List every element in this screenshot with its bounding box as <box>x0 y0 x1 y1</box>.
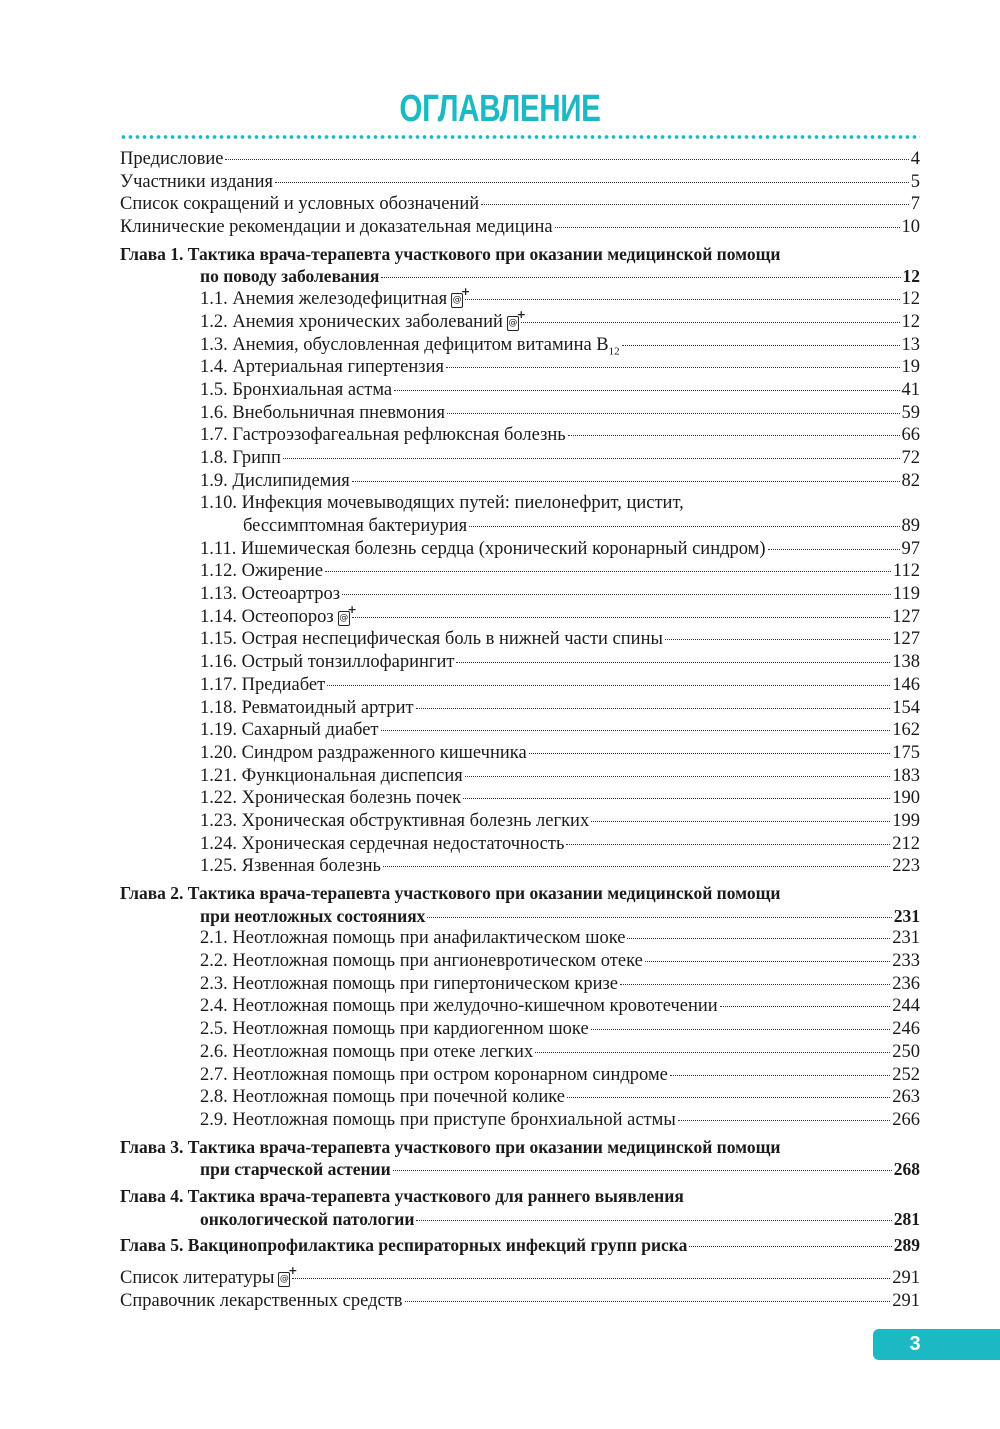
toc-entry-clinical-guidelines[interactable] <box>120 216 920 239</box>
toc-entry-label: 2.2. Неотложная помощь при ангионевротическом отеке <box>200 951 643 972</box>
toc-page-number: 4 <box>910 149 920 169</box>
dot-leader <box>325 571 891 572</box>
dot-leader <box>678 1120 890 1121</box>
toc-page-number: 7 <box>910 194 920 215</box>
toc-page-number: 97 <box>901 538 920 559</box>
toc-entry-label: Участники издания <box>120 171 274 192</box>
toc-page-number: 266 <box>892 1109 920 1130</box>
toc-entry-abbreviations[interactable] <box>120 193 920 216</box>
toc-entry[interactable] <box>120 950 920 973</box>
dot-leader <box>555 227 900 228</box>
toc-entry-label: 1.4. Артериальная гипертензия <box>200 357 444 378</box>
toc-entry-label: 2.4. Неотложная помощь при желудочно-кишечном кровотечении <box>200 996 718 1017</box>
toc-entry-label: 1.9. Дислипидемия <box>200 470 350 491</box>
toc-entry[interactable] <box>120 742 920 765</box>
toc-page-number: 190 <box>892 788 920 809</box>
dot-leader <box>768 549 900 550</box>
toc-entry-label: 1.3. Анемия, обусловленная дефицитом витамина $B_{12}$ <box>200 334 620 358</box>
toc-entry-label: 1.10. Инфекция мочевыводящих путей: пиелонефрит, цистит, <box>200 493 684 514</box>
dot-leader <box>342 594 891 595</box>
toc-entry-label: бессимптомная бактериурия <box>243 516 468 536</box>
chapter-2-heading[interactable]: Глава 2. Тактика врача-терапевта участкового при оказании медицинской помощи <box>120 883 781 903</box>
toc-entry-drug-reference[interactable] <box>120 1290 920 1313</box>
toc-page-number: 250 <box>892 1041 920 1062</box>
chapter-5-heading[interactable] <box>120 1234 920 1257</box>
toc-entry[interactable] <box>120 538 920 561</box>
toc-entry-label: 1.21. Функциональная диспепсия <box>200 765 463 786</box>
toc-page-number: 13 <box>901 334 920 355</box>
toc-entry[interactable] <box>120 810 920 833</box>
toc-entry-label: 1.25. Язвенная болезнь <box>200 856 381 877</box>
toc-page-number: 233 <box>892 951 920 972</box>
dot-leader <box>567 1097 890 1098</box>
dot-leader <box>481 204 909 205</box>
dot-leader <box>416 1220 891 1221</box>
toc-entry-label: 1.15. Острая неспецифическая боль в нижней части спины <box>200 629 663 650</box>
toc-entry-label: Предисловие <box>120 149 224 169</box>
toc-entry-label: при неотложных состояниях <box>200 905 426 926</box>
toc-entry[interactable] <box>120 470 920 493</box>
toc-page-number: 72 <box>901 447 920 468</box>
toc-entry-label: 1.17. Предиабет <box>200 674 326 695</box>
dot-leader <box>446 367 900 368</box>
toc-page-number: 231 <box>892 928 920 949</box>
toc-page-number: 59 <box>901 402 920 423</box>
toc-page-number: 82 <box>901 470 920 491</box>
dot-leader <box>427 917 891 918</box>
chapter-3-heading[interactable]: Глава 3. Тактика врача-терапевта участкового при оказании медицинской помощи <box>120 1136 781 1157</box>
toc-entry-label: 1.14. Остеопороз @ + <box>200 606 350 629</box>
toc-page-number: 89 <box>901 516 920 536</box>
toc-page-number: 231 <box>893 905 920 926</box>
page-title: ОГЛАВЛЕНИЕ <box>399 88 601 130</box>
dot-leader <box>405 1301 891 1302</box>
toc-entry-label: онкологической патологии <box>200 1208 415 1229</box>
table-of-contents <box>120 148 920 1312</box>
web-resource-icon: @ + <box>338 611 350 626</box>
dot-leader <box>720 1006 891 1007</box>
dot-leader <box>665 639 890 640</box>
toc-page-number: 223 <box>892 856 920 877</box>
dot-leader <box>393 1170 892 1171</box>
toc-entry-label: 2.6. Неотложная помощь при отеке легких <box>200 1041 534 1062</box>
dotted-divider <box>120 134 920 140</box>
toc-page-number: 244 <box>892 996 920 1017</box>
toc-entry[interactable] <box>120 1109 920 1132</box>
dot-leader <box>521 322 900 323</box>
toc-entry-label: при старческой астении <box>200 1159 391 1180</box>
page-number-tab <box>873 1329 1000 1360</box>
dot-leader <box>529 753 891 754</box>
toc-entry[interactable] <box>120 379 920 402</box>
toc-page-number: 289 <box>893 1235 920 1256</box>
toc-entry-cont[interactable] <box>120 515 920 538</box>
toc-entry-preface[interactable] <box>120 148 920 171</box>
toc-entry-label: 2.5. Неотложная помощь при кардиогенном шоке <box>200 1019 589 1040</box>
web-resource-icon: @ + <box>451 293 463 308</box>
toc-entry-label: 1.1. Анемия железодефицитная @ + <box>200 288 463 311</box>
toc-page-number: 12 <box>901 311 920 332</box>
dot-leader <box>381 277 900 278</box>
toc-page-number: 19 <box>901 357 920 378</box>
dot-leader <box>465 776 890 777</box>
toc-page-number: 268 <box>893 1159 920 1180</box>
toc-entry-label: 1.5. Бронхиальная астма <box>200 379 393 400</box>
toc-page-number: 263 <box>892 1087 920 1108</box>
dot-leader <box>352 481 900 482</box>
toc-page-number: 212 <box>892 833 920 854</box>
toc-page-number: 66 <box>901 425 920 446</box>
toc-entry[interactable] <box>120 1064 920 1087</box>
dot-leader <box>591 821 890 822</box>
toc-entry[interactable] <box>120 833 920 856</box>
toc-entry[interactable] <box>120 311 920 334</box>
toc-entry-references[interactable] <box>120 1267 920 1290</box>
toc-entry-label: 1.20. Синдром раздраженного кишечника <box>200 742 527 763</box>
dot-leader <box>275 182 909 183</box>
dot-leader <box>225 159 908 160</box>
toc-entry-label: 2.9. Неотложная помощь при приступе бронхиальной астмы <box>200 1109 676 1130</box>
chapter-1-heading[interactable]: Глава 1. Тактика врача-терапевта участкового при оказании медицинской помощи <box>120 243 781 264</box>
dot-leader <box>381 730 891 731</box>
toc-entry[interactable] <box>120 1041 920 1064</box>
toc-page-number: 119 <box>892 584 920 605</box>
toc-entry-label: 1.24. Хроническая сердечная недостаточность <box>200 833 565 854</box>
toc-entry-label: Справочник лекарственных средств <box>120 1290 403 1311</box>
toc-entry[interactable] <box>120 719 920 742</box>
toc-page-number: 183 <box>892 765 920 786</box>
dot-leader <box>622 345 900 346</box>
toc-entry-label: 1.19. Сахарный диабет <box>200 720 379 741</box>
dot-leader <box>465 299 899 300</box>
toc-entry[interactable] <box>120 424 920 447</box>
toc-page-number: 12 <box>901 289 920 310</box>
dot-leader <box>627 938 890 939</box>
toc-page-number: 175 <box>892 742 920 763</box>
chapter-2-heading-cont[interactable] <box>120 905 920 928</box>
dot-leader <box>352 617 891 618</box>
toc-entry-label: 1.7. Гастроэзофагеальная рефлюксная болезнь <box>200 425 566 446</box>
toc-page-number: 127 <box>892 606 920 627</box>
dot-leader <box>327 685 890 686</box>
toc-entry-label: 1.23. Хроническая обструктивная болезнь легких <box>200 810 590 831</box>
toc-entry-label: 2.7. Неотложная помощь при остром коронарном синдроме <box>200 1064 668 1085</box>
toc-entry-label: 2.1. Неотложная помощь при анафилактическом шоке <box>200 928 626 949</box>
toc-entry-label: 1.8. Грипп <box>200 447 281 468</box>
toc-page-number: 146 <box>892 674 920 695</box>
toc-entry[interactable] <box>120 1086 920 1109</box>
dot-leader <box>591 1029 891 1030</box>
web-resource-icon: @ + <box>507 316 519 331</box>
toc-entry[interactable] <box>120 606 920 629</box>
toc-page-number: 162 <box>892 720 920 741</box>
dot-leader <box>566 844 890 845</box>
dot-leader <box>670 1075 890 1076</box>
toc-entry-label: Список сокращений и условных обозначений <box>120 194 480 215</box>
toc-page-number: 199 <box>892 810 920 831</box>
toc-entry[interactable] <box>120 334 920 357</box>
toc-entry-label: 1.16. Острый тонзиллофарингит <box>200 652 455 673</box>
dot-leader <box>456 662 890 663</box>
toc-entry-label: 1.11. Ишемическая болезнь сердца (хронический коронарный синдром) <box>200 538 766 559</box>
dot-leader <box>283 458 900 459</box>
toc-entry[interactable] <box>120 651 920 674</box>
toc-page-number: 291 <box>892 1268 920 1288</box>
toc-entry[interactable] <box>120 787 920 810</box>
toc-page-number: 112 <box>892 561 920 582</box>
toc-entry[interactable] <box>120 995 920 1018</box>
toc-entry-label: 1.12. Ожирение <box>200 561 324 582</box>
toc-page-number: 252 <box>892 1064 920 1085</box>
toc-entry-label: 1.6. Внебольничная пневмония <box>200 402 445 423</box>
toc-entry[interactable] <box>120 583 920 606</box>
chapter-4-heading[interactable]: Глава 4. Тактика врача-терапевта участкового для раннего выявления <box>120 1185 684 1206</box>
chapter-1-heading-cont[interactable] <box>120 265 920 288</box>
toc-entry-label: Список литературы @ + <box>120 1267 290 1290</box>
chapter-3-heading-cont[interactable] <box>120 1158 920 1181</box>
toc-entry-contributors[interactable] <box>120 171 920 194</box>
toc-page-number: 138 <box>892 652 920 673</box>
toc-page-number: 281 <box>893 1208 920 1229</box>
dot-leader <box>620 984 890 985</box>
toc-entry-label: 1.2. Анемия хронических заболеваний @ + <box>200 311 519 334</box>
subscript: 12 <box>608 345 620 358</box>
toc-entry-label: Клинические рекомендации и доказательная медицина <box>120 217 553 238</box>
dot-leader <box>535 1052 890 1053</box>
dot-leader <box>689 1246 891 1247</box>
dot-leader <box>292 1278 890 1279</box>
page-number: 3 <box>909 1333 921 1355</box>
toc-page-number: 246 <box>892 1019 920 1040</box>
toc-entry-label: 1.18. Ревматоидный артрит <box>200 697 414 718</box>
dot-leader <box>469 526 899 527</box>
toc-page-number: 41 <box>901 379 920 400</box>
toc-entry-label: 2.8. Неотложная помощь при почечной колике <box>200 1087 565 1108</box>
toc-entry[interactable] <box>120 356 920 379</box>
toc-page-number: 10 <box>901 217 920 238</box>
web-resource-icon: @ + <box>278 1272 290 1287</box>
dot-leader <box>394 390 899 391</box>
toc-entry-label: по поводу заболевания <box>200 266 380 287</box>
dot-leader <box>447 413 900 414</box>
toc-entry[interactable] <box>120 560 920 583</box>
toc-page-number: 236 <box>892 973 920 994</box>
dot-leader <box>463 798 890 799</box>
toc-entry[interactable] <box>120 492 920 515</box>
toc-entry[interactable] <box>120 402 920 425</box>
toc-entry[interactable] <box>120 855 920 878</box>
toc-entry-label: 1.22. Хроническая болезнь почек <box>200 788 462 809</box>
chapter-4-heading-cont[interactable] <box>120 1208 920 1231</box>
toc-entry[interactable] <box>120 697 920 720</box>
toc-entry[interactable] <box>120 674 920 697</box>
toc-entry[interactable] <box>120 927 920 950</box>
toc-entry[interactable] <box>120 628 920 651</box>
dot-leader <box>383 866 890 867</box>
toc-page-number: 127 <box>892 629 920 650</box>
toc-entry[interactable] <box>120 447 920 470</box>
dot-leader <box>416 708 891 709</box>
toc-entry-label: 2.3. Неотложная помощь при гипертоническом кризе <box>200 973 618 994</box>
toc-page-number: 291 <box>892 1290 920 1311</box>
toc-entry-label: Глава 5. Вакцинопрофилактика респираторных инфекций групп риска <box>120 1235 688 1256</box>
toc-page-number: 5 <box>910 171 920 192</box>
dot-leader <box>568 435 900 436</box>
toc-page-number: 12 <box>902 266 920 287</box>
toc-entry-label: 1.13. Остеоартроз <box>200 584 341 605</box>
toc-entry[interactable] <box>120 1018 920 1041</box>
toc-entry[interactable] <box>120 973 920 996</box>
dot-leader <box>645 961 890 962</box>
toc-entry[interactable] <box>120 765 920 788</box>
toc-page-number: 154 <box>892 697 920 718</box>
